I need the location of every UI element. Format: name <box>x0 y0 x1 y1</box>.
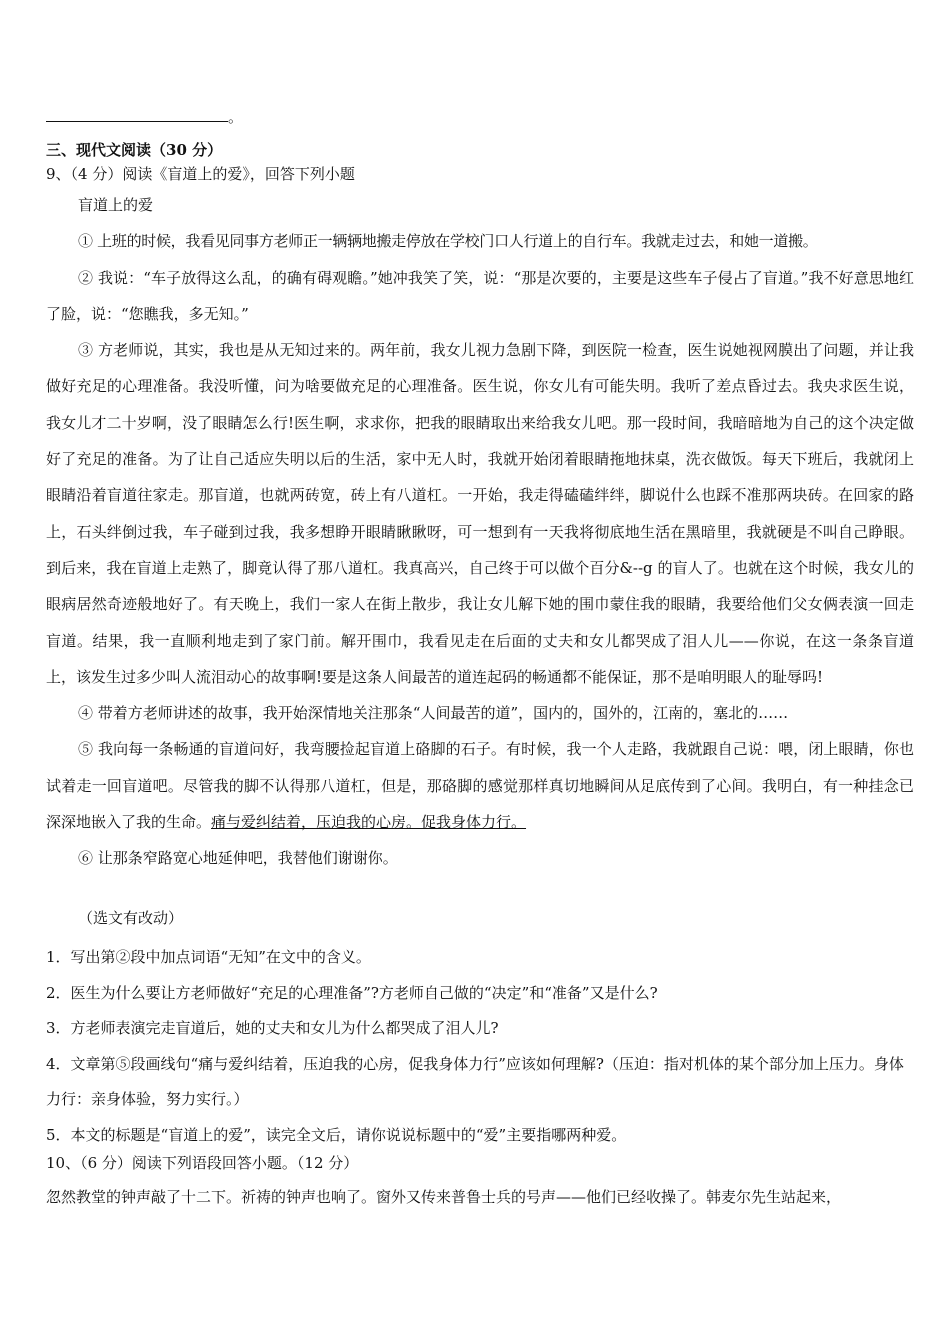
answer-blank <box>46 106 243 127</box>
blank-underline <box>46 109 228 122</box>
question-item: 1．写出第②段中加点词语“无知”在文中的含义。 <box>46 948 371 966</box>
paragraph-4: ④ 带着方老师讲述的故事，我开始深情地关注那条“人间最苦的道”，国内的，国外的，江南的，塞北的…… <box>78 704 789 723</box>
article-title: 盲道上的爱 <box>78 196 154 214</box>
question-item: 5．本文的标题是“盲道上的爱”，读完全文后，请你说说标题中的“爱”主要指哪两种爱。 <box>46 1125 627 1144</box>
paragraph-5 <box>46 731 914 840</box>
question-item: 2．医生为什么要让方老师做好“充足的心理准备”?方老师自己做的“决定”和“准备”又是什么? <box>46 983 658 1002</box>
paragraph-6: ⑥ 让那条窄路宽心地延伸吧，我替他们谢谢你。 <box>78 849 398 868</box>
paragraph-5-text: ⑤ 我向每一条畅通的盲道问好，我弯腰捡起盲道上硌脚的石子。有时候，我一个人走路，我就跟自己说：喂，闭上眼睛，你也试着走一回盲道吧。尽管我的脚不认得那八道杠，但是，那硌脚的感觉那样真切地瞬间从足底传到了心间。我明白，有一种挂念已深深地嵌入了我的生命。 <box>46 740 914 832</box>
paragraph-2: ② 我说：“车子放得这么乱，的确有碍观瞻。”她冲我笑了笑，说：“那是次要的，主要是这些车子侵占了盲道。”我不好意思地红了脸，说：“您瞧我，多无知。” <box>46 268 914 323</box>
question-10-header: 10、（6 分）阅读下列语段回答小题。（12 分） <box>46 1154 359 1172</box>
section-title: 三、现代文阅读（30 分） <box>46 141 223 159</box>
underlined-sentence: 痛与爱纠结着，压迫我的心房。促我身体力行。 <box>211 813 527 832</box>
article <box>46 187 914 877</box>
paragraph-1: ① 上班的时候，我看见同事方老师正一辆辆地搬走停放在学校门口人行道上的自行车。我就走过去，和她一道搬。 <box>78 232 818 251</box>
question-item: 4．文章第⑤段画线句“痛与爱纠结着，压迫我的心房，促我身体力行”应该如何理解?（压迫：指对机体的某个部分加上压力。身体力行：亲身体验，努力实行。） <box>46 1054 904 1108</box>
question-9-header: 9、（4 分）阅读《盲道上的爱》，回答下列小题 <box>46 165 355 183</box>
paragraph-3: ③ 方老师说，其实，我也是从无知过来的。两年前，我女儿视力急剧下降，到医院一检查，医生说她视网膜出了问题，并让我做好充足的心理准备。我没听懂，问为啥要做充足的心理准备。医生说，你女儿有可能失明。我听了差点昏过去。我央求医生说，我女儿才二十岁啊，没了眼睛怎么行!医生啊，求求你，把我的眼睛取出来给我女儿吧。那一段时间，我暗暗地为自己的这个决定做好了充足的准备。为了让自己适应失明以后的生活，家中无人时，我就开始闭着眼睛拖地抹桌，洗衣做饭。每天下班后，我就闭上眼睛沿着盲道往家走。那盲道，也就两砖宽，砖上有八道杠。一开始，我走得磕磕绊绊，脚说什么也踩不准那两块砖。在回家的路上，石头绊倒过我，车子碰到过我，我多想睁开眼睛瞅瞅呀，可一想到有一天我将彻底地生活在黑暗里，我就硬是不叫自己睁眼。到后来，我在盲道上走熟了，脚竟认得了那八道杠。我真高兴，自己终于可以做个百分&--g 的盲人了。也就在这个时候，我女儿的眼病居然奇迹般地好了。有天晚上，我们一家人在街上散步，我让女儿解下她的围巾蒙住我的眼睛，我要给他们父女俩表演一回走盲道。结果，我一直顺利地走到了家门前。解开围巾，我看见走在后面的丈夫和女儿都哭成了泪人儿——你说，在这一条条盲道上，该发生过多少叫人流泪动心的故事啊!要是这条人间最苦的道连起码的畅通都不能保证，那不是咱明眼人的耻辱吗! <box>46 341 914 686</box>
source-note: （选文有改动） <box>78 909 184 927</box>
question-10-passage: 忽然教堂的钟声敲了十二下。祈祷的钟声也响了。窗外又传来普鲁士兵的号声——他们已经收操了。韩麦尔先生站起来， <box>46 1188 842 1206</box>
question-item: 3．方老师表演完走盲道后，她的丈夫和女儿为什么都哭成了泪人儿? <box>46 1019 499 1037</box>
blank-period: 。 <box>228 108 244 126</box>
question-list <box>46 940 914 1153</box>
